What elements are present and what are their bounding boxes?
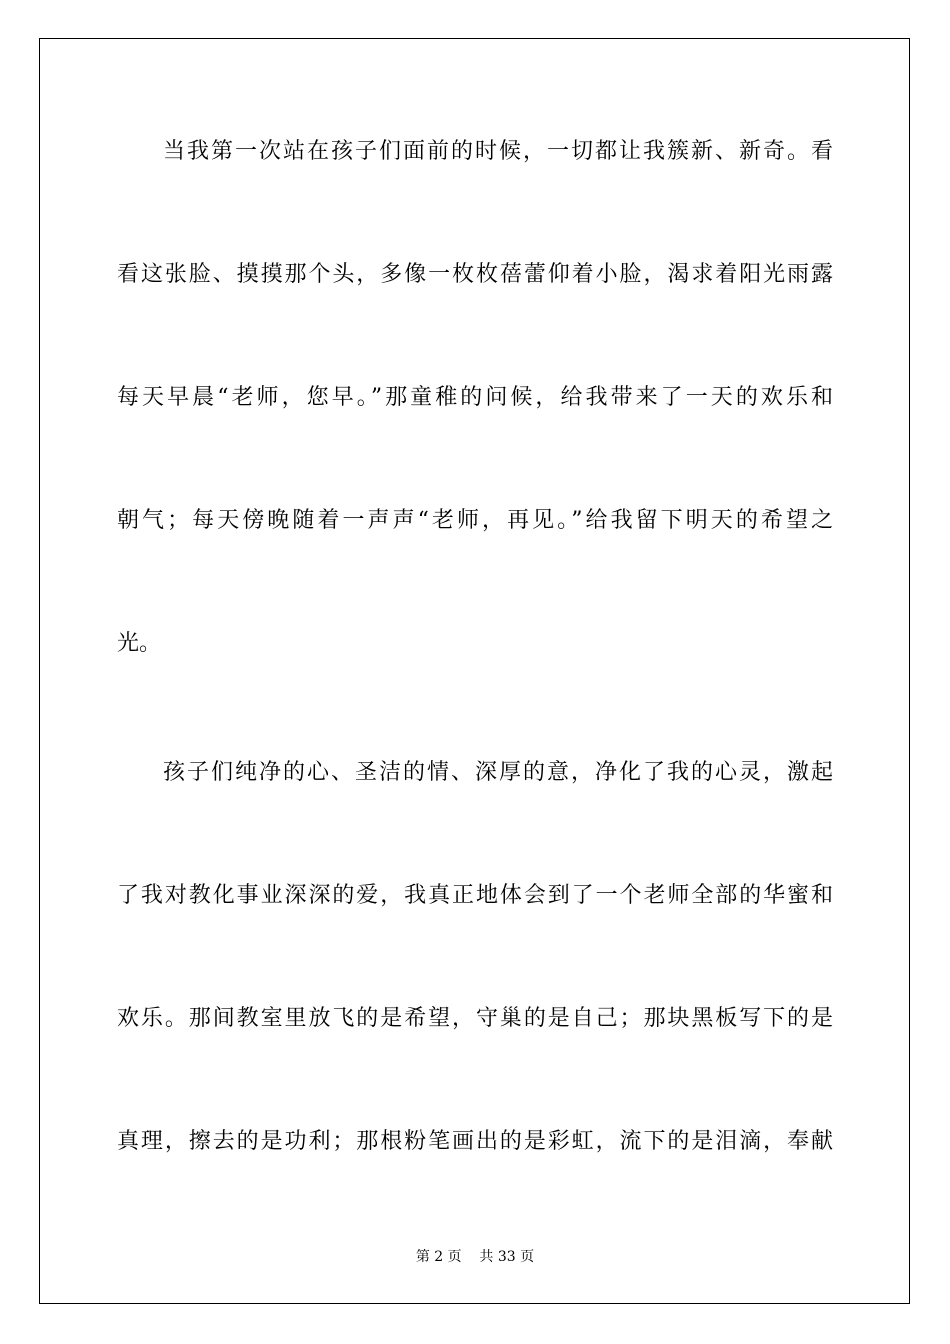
paragraph-1-line-2: 看这张脸、摸摸那个头，多像一枚枚蓓蕾仰着小脸，渴求着阳光雨露 [117,262,833,287]
page-border [39,38,910,1304]
paragraph-1-line-5: 光。 [117,631,162,656]
paragraph-1-line-3: 每天早晨“老师，您早。”那童稚的问候，给我带来了一天的欢乐和 [117,385,833,410]
paragraph-2-line-1: 孩子们纯净的心、圣洁的情、深厚的意，净化了我的心灵，激起 [163,760,833,785]
paragraph-2-line-4: 真理，擦去的是功利；那根粉笔画出的是彩虹，流下的是泪滴，奉献 [117,1129,833,1154]
paragraph-2-line-3: 欢乐。那间教室里放飞的是希望，守巢的是自己；那块黑板写下的是 [117,1006,833,1031]
paragraph-2-line-2: 了我对教化事业深深的爱，我真正地体会到了一个老师全部的华蜜和 [117,883,833,908]
paragraph-1-line-1: 当我第一次站在孩子们面前的时候，一切都让我簇新、新奇。看 [163,139,833,164]
paragraph-1-line-4: 朝气；每天傍晚随着一声声“老师，再见。”给我留下明天的希望之 [117,508,833,533]
page-number-footer: 第 2 页 共 33 页 [415,1249,535,1265]
